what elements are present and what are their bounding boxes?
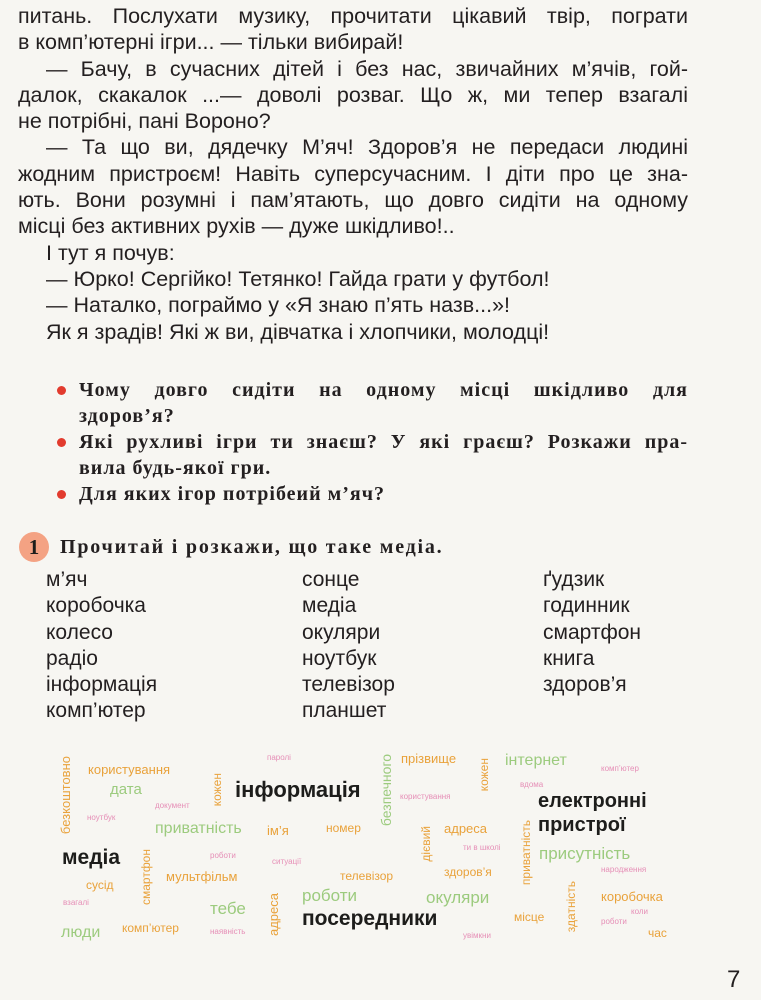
word-cloud-word: увімкни: [463, 931, 491, 940]
word-cloud-word: місце: [514, 910, 545, 924]
word-item: радіо: [46, 646, 98, 670]
word-item: смартфон: [543, 620, 642, 644]
story-line: жодним пристроєм! Навіть суперсучасним. І діти про це зна-: [18, 161, 688, 186]
word-cloud-word: смартфон: [139, 849, 153, 906]
word-cloud-word: телевізор: [340, 869, 394, 883]
word-cloud-word: коли: [631, 907, 648, 916]
word-cloud-word: окуляри: [426, 888, 490, 907]
word-cloud-word: адреса: [266, 893, 281, 937]
question-item: [0, 429, 688, 481]
word-cloud-word: тебе: [210, 899, 246, 918]
bullet-icon: [57, 490, 66, 499]
page-number: 7: [727, 966, 741, 993]
word-cloud-word: безкоштовно: [58, 756, 73, 835]
story-text: [18, 3, 688, 345]
word-cloud-word: час: [648, 926, 667, 940]
word-cloud-word: користування: [400, 792, 451, 801]
word-cloud-word: інформація: [235, 777, 361, 802]
word-cloud-word: ім’я: [267, 823, 289, 838]
question-line: вила будь-якої гри.: [79, 457, 272, 479]
word-cloud-word: здоров’я: [444, 865, 492, 879]
word-list: [0, 567, 761, 727]
word-item: книга: [543, 646, 595, 670]
word-cloud-word: посередники: [302, 907, 438, 930]
word-item: м’яч: [46, 568, 88, 591]
word-cloud-word: люди: [61, 924, 101, 941]
word-cloud-word: приватність: [519, 820, 533, 886]
story-line: питань. Послухати музику, прочитати цікавий твір, пограти: [18, 4, 688, 28]
word-item: коробочка: [46, 594, 146, 618]
word-cloud-word: взагалі: [63, 898, 89, 907]
word-column: [543, 567, 641, 698]
word-cloud-word: дієвий: [419, 826, 433, 862]
word-item: комп’ютер: [46, 699, 146, 723]
question-line: Чому довго сидіти на одному місці шкідливо для: [79, 379, 688, 401]
word-item: медіа: [302, 594, 357, 618]
task-heading: [19, 532, 719, 562]
word-cloud-word: здатність: [564, 881, 578, 933]
word-item: ноутбук: [302, 646, 377, 670]
word-cloud-word: електронні: [538, 790, 647, 812]
question-item: [0, 481, 688, 507]
word-cloud-word: вдома: [520, 780, 544, 789]
story-line: — Юрко! Сергійко! Тетянко! Гайда грати у футбол!: [46, 266, 550, 291]
word-cloud-word: кожен: [210, 773, 224, 807]
story-line: не потрібні, пані Вороно?: [18, 109, 271, 134]
bullet-icon: [57, 438, 66, 447]
word-item: здоров’я: [543, 673, 627, 697]
word-cloud-word: кожен: [477, 758, 491, 792]
word-cloud-word: коробочка: [601, 889, 663, 904]
word-cloud-word: дата: [110, 781, 142, 798]
word-cloud-word: медіа: [62, 846, 121, 869]
word-cloud-word: роботи: [601, 917, 627, 926]
word-cloud-word: адреса: [444, 821, 488, 836]
story-line: — Бачу, в сучасних дітей і без нас, звичайних м’ячів, гой-: [46, 56, 688, 81]
story-line: — Та що ви, дядечку М’яч! Здоров’я не передаси людині: [46, 135, 688, 160]
word-cloud-word: користування: [88, 762, 171, 777]
task-instruction: Прочитай і розкажи, що таке медіа.: [60, 536, 444, 558]
story-line: місці без активних рухів — дуже шкідливо!..: [18, 214, 455, 239]
bullet-icon: [57, 386, 66, 395]
word-cloud-word: приватність: [155, 820, 242, 837]
word-cloud-word: роботи: [210, 851, 236, 860]
word-cloud-word: ситуації: [272, 857, 302, 866]
question-line: Для яких ігор потрібеий м’яч?: [79, 483, 385, 505]
word-item: окуляри: [302, 620, 381, 644]
story-line: ють. Вони розумні і пам’ятають, що довго сидіти на одному: [18, 188, 688, 213]
story-line: в комп’ютерні ігри... — тільки вибирай!: [18, 30, 404, 55]
word-cloud-word: безпечного: [378, 754, 394, 827]
word-column: [302, 567, 395, 725]
word-item: інформація: [46, 673, 158, 697]
story-line: Як я зрадів! Які ж ви, дівчатка і хлопчики, молодці!: [46, 319, 550, 344]
word-item: годинник: [543, 594, 630, 618]
word-cloud-word: роботи: [302, 886, 358, 905]
word-cloud-word: документ: [155, 801, 190, 810]
story-line: далок, скакалок ...— доволі розваг. Що ж, ми тепер взагалі: [18, 82, 688, 107]
word-item: сонце: [302, 568, 360, 591]
question-list: [0, 377, 761, 507]
word-cloud-word: прізвище: [401, 751, 457, 766]
word-cloud-word: номер: [326, 821, 361, 835]
story-line: І тут я почув:: [46, 240, 175, 265]
question-line: Які рухливі ігри ти знаєш? У які граєш? Розкажи пра-: [79, 431, 688, 453]
word-cloud-word: інтернет: [505, 752, 567, 769]
word-cloud-word: паролі: [267, 753, 291, 762]
word-cloud-word: сусід: [86, 878, 114, 892]
word-cloud-word: наявність: [210, 927, 246, 936]
word-item: телевізор: [302, 673, 395, 697]
question-item: [0, 377, 688, 429]
word-cloud-word: комп’ютер: [122, 921, 179, 935]
word-cloud-word: комп’ютер: [601, 764, 639, 773]
word-cloud-word: ноутбук: [87, 813, 116, 822]
word-cloud-word: пристрої: [538, 814, 626, 836]
word-cloud-word: мультфільм: [166, 869, 238, 884]
word-cloud-word: присутність: [539, 844, 631, 863]
word-cloud-word: народження: [601, 865, 647, 874]
word-item: планшет: [302, 699, 387, 723]
word-item: колесо: [46, 620, 113, 644]
word-item: ґудзик: [543, 568, 605, 591]
word-cloud-word: ти в школі: [463, 843, 501, 852]
task-number-badge: 1: [19, 532, 49, 562]
word-column: [46, 567, 157, 725]
question-line: здоров’я?: [79, 405, 175, 427]
story-line: — Наталко, пограймо у «Я знаю п’ять назв...»!: [46, 293, 510, 318]
